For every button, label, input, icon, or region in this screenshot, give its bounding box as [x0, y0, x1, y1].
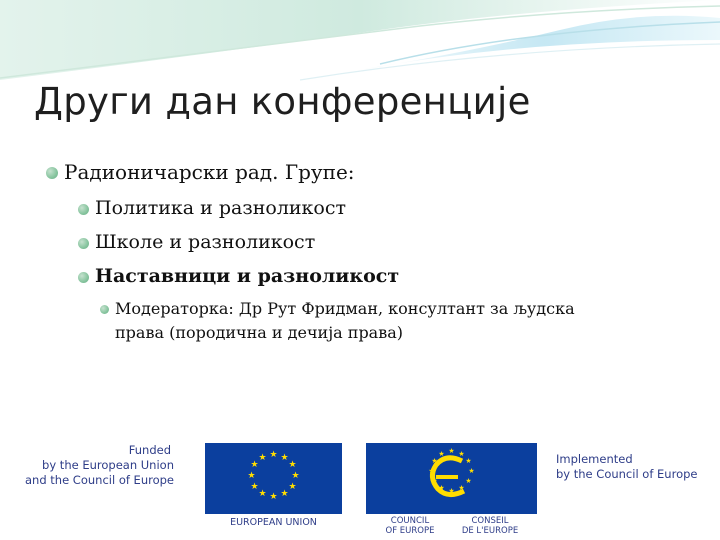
svg-text:★: ★	[438, 484, 445, 492]
bullet-dot	[100, 305, 109, 314]
svg-text:★: ★	[258, 489, 267, 499]
svg-text:★: ★	[465, 477, 472, 485]
svg-text:★: ★	[247, 471, 256, 481]
bullet-dot	[78, 204, 89, 215]
svg-text:★: ★	[291, 471, 300, 481]
funded-line: Funded	[128, 443, 171, 457]
moderator-text	[115, 297, 675, 345]
implemented-by-text	[556, 452, 720, 482]
bullet-dot	[78, 238, 89, 249]
svg-text:★: ★	[458, 484, 465, 492]
coe-label-line: CONSEIL	[471, 516, 509, 526]
coe-label-line: DE L'EUROPE	[461, 526, 519, 536]
svg-text:★: ★	[431, 457, 438, 465]
coe-label-english	[370, 516, 450, 536]
group-item-highlighted: Наставници и разноликост	[95, 265, 400, 287]
bullet-dot	[46, 167, 58, 179]
group-item: Политика и разноликост	[95, 197, 347, 219]
moderator-line: права (породична и дечија права)	[115, 323, 404, 342]
svg-text:★: ★	[465, 457, 472, 465]
coe-label-french	[450, 516, 530, 536]
svg-text:★: ★	[269, 492, 278, 502]
bullet-dot	[78, 272, 89, 283]
svg-text:★: ★	[458, 450, 465, 458]
slide-title: Други дан конференције	[34, 80, 531, 123]
group-item: Школе и разноликост	[95, 231, 316, 253]
svg-text:★: ★	[448, 487, 455, 495]
svg-text:★: ★	[280, 489, 289, 499]
implemented-line: Implemented	[556, 452, 633, 466]
svg-text:★: ★	[250, 482, 259, 492]
svg-text:★: ★	[438, 450, 445, 458]
funded-by-text	[0, 443, 174, 488]
implemented-line: by the Council of Europe	[556, 467, 698, 481]
eu-flag-logo	[205, 443, 342, 514]
coe-label-line: OF EUROPE	[385, 526, 435, 536]
svg-text:★: ★	[468, 467, 475, 475]
bullet-workshop-groups: Радионичарски рад. Групе:	[64, 160, 355, 184]
svg-text:★: ★	[288, 482, 297, 492]
svg-text:★: ★	[250, 460, 259, 470]
coe-label-line: COUNCIL	[390, 516, 430, 526]
svg-text:★: ★	[258, 453, 267, 463]
svg-text:★: ★	[448, 447, 455, 455]
funded-line: by the European Union	[42, 458, 174, 472]
council-of-europe-logo	[366, 443, 537, 514]
eu-label: EUROPEAN UNION	[230, 517, 317, 528]
svg-text:★: ★	[288, 460, 297, 470]
svg-text:★: ★	[431, 477, 438, 485]
funded-line: and the Council of Europe	[24, 473, 174, 487]
svg-text:★: ★	[280, 453, 289, 463]
svg-text:★: ★	[428, 467, 435, 475]
moderator-line: Модераторка: Др Рут Фридман, консултант за људска	[115, 299, 575, 318]
svg-text:★: ★	[269, 450, 278, 460]
